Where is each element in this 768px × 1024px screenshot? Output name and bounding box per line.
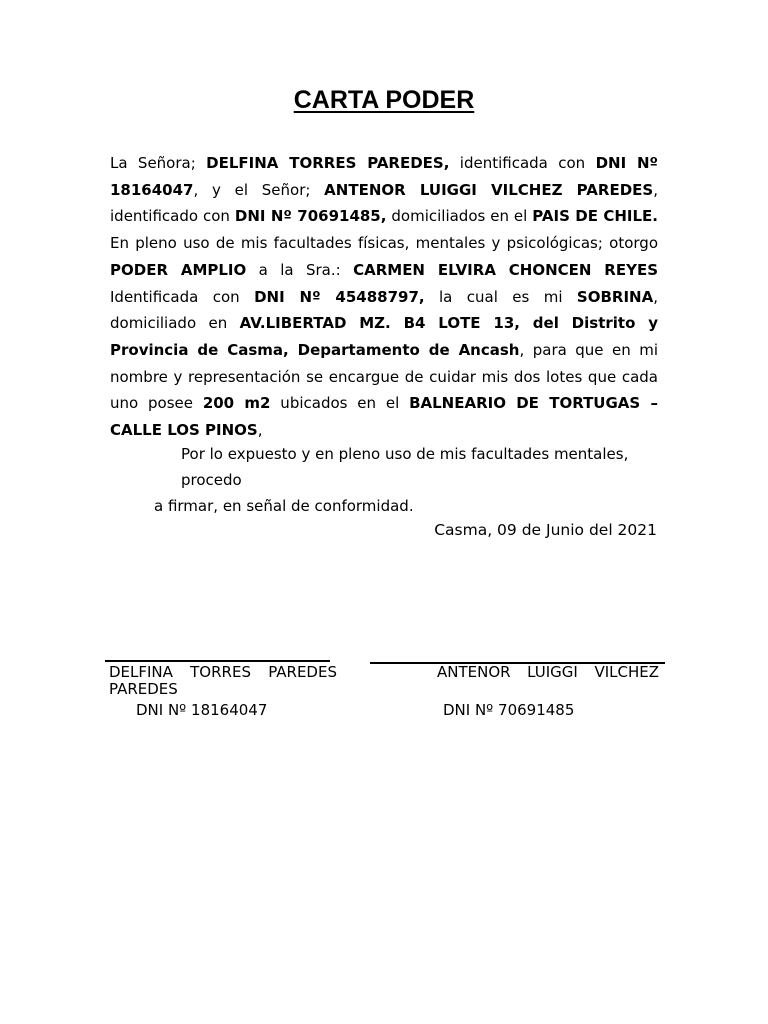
grantee-dni: DNI Nº 45488797,	[254, 287, 425, 306]
closing-line-1: Por lo expuesto y en pleno uso de mis facultades mentales, procedo	[181, 445, 629, 489]
grantor-name-1: DELFINA TORRES PAREDES,	[206, 154, 450, 172]
signer-name-left: DELFINA TORRES PAREDES	[109, 663, 337, 681]
signer-dni-left: DNI Nº 18164047	[136, 701, 268, 719]
body-text: domiciliados en el	[386, 207, 533, 226]
grantor-dni-2: DNI Nº 70691485,	[234, 207, 387, 226]
grantee-name: CARMEN ELVIRA CHONCEN REYES	[353, 260, 658, 279]
main-paragraph	[110, 150, 658, 444]
body-text: , domiciliado en	[110, 287, 658, 333]
body-text: Identificada con	[110, 287, 255, 306]
body-text: a la Sra.:	[246, 260, 354, 279]
body-text: ubicados en el	[270, 394, 410, 413]
lot-location: BALNEARIO DE TORTUGAS – CALLE LOS PINOS	[110, 394, 658, 440]
closing-paragraph	[154, 441, 654, 519]
body-text: la cual es mi	[424, 287, 577, 306]
power-type: PODER AMPLIO	[110, 260, 247, 279]
signer-dni-right: DNI Nº 70691485	[443, 701, 575, 719]
body-text: , para que en mi nombre y representación se encargue de cuidar mis dos lotes que cada uno posee	[110, 340, 659, 413]
body-text: ,	[257, 421, 263, 440]
relationship: SOBRINA	[576, 287, 654, 306]
document-title: CARTA PODER	[293, 86, 475, 114]
body-text: En pleno uso de mis facultades físicas, mentales y psicológicas; otorgo	[110, 234, 658, 253]
country: PAIS DE CHILE.	[532, 207, 658, 226]
signer-name-right: ANTENOR LUIGGI VILCHEZ	[437, 663, 659, 681]
signer-name-left-cont: PAREDES	[109, 680, 178, 698]
document-date: Casma, 09 de Junio del 2021	[434, 521, 657, 539]
signature-block-right	[437, 664, 659, 681]
grantor-dni-1: DNI Nº 18164047	[110, 154, 658, 199]
body-text: identificada con	[449, 154, 596, 172]
lot-area: 200 m2	[202, 394, 271, 413]
signature-block-left	[109, 664, 337, 698]
body-text: , y el Señor;	[193, 180, 325, 199]
grantor-name-2: ANTENOR LUIGGI VILCHEZ PAREDES	[324, 180, 654, 199]
body-text: La Señora;	[110, 154, 207, 172]
signature-line-left	[105, 660, 330, 662]
closing-line-2: a firmar, en señal de conformidad.	[154, 497, 414, 515]
body-text: , identificado con	[110, 180, 658, 226]
grantee-address: AV.LIBERTAD MZ. B4 LOTE 13, del Distrito y Provincia de Casma, Departamento de Ancash	[110, 314, 659, 359]
